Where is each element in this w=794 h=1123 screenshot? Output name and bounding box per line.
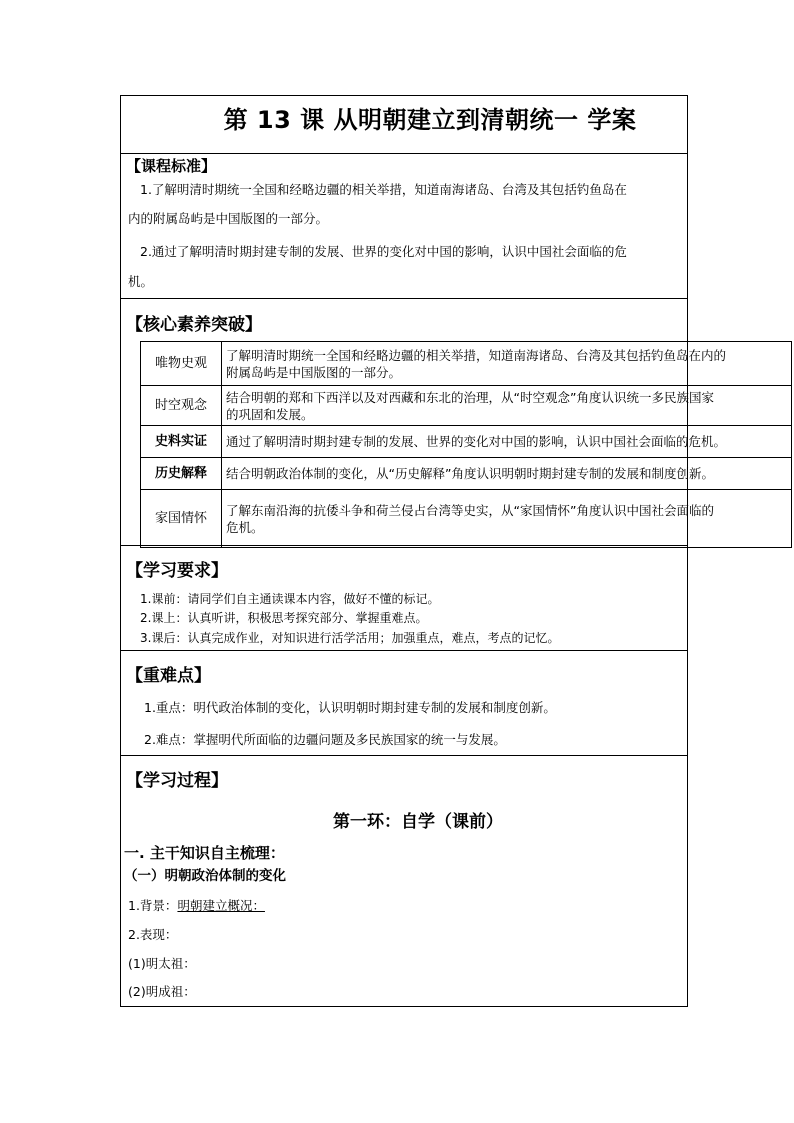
divider	[120, 298, 688, 299]
table-key-cell: 家国情怀	[141, 490, 222, 548]
key-point-item: 2.难点：掌握明代所面临的边疆问题及多民族国家的统一与发展。	[144, 732, 506, 747]
key-point-item: 1.重点：明代政治体制的变化，认识明朝时期封建专制的发展和制度创新。	[144, 700, 556, 715]
table-key-cell: 时空观念	[141, 386, 222, 426]
subheading: 一. 主干知识自主梳理：	[124, 844, 285, 862]
table-key-cell: 史料实证	[141, 426, 222, 458]
table-value-cell: 结合明朝政治体制的变化，从“历史解释”角度认识明朝时期封建专制的发展和制度创新。	[222, 458, 792, 490]
table-value-cell	[222, 386, 792, 426]
requirement-item: 3.课后：认真完成作业，对知识进行活学活用；加强重点，难点，考点的记忆。	[140, 631, 560, 645]
cell-line: 危机。	[226, 519, 264, 535]
table-value-cell: 通过了解明清时期封建专制的发展、世界的变化对中国的影响，认识中国社会面临的危机。	[222, 426, 792, 458]
page-title: 第 13 课 从明朝建立到清朝统一 学案	[223, 106, 637, 134]
requirement-item: 2.课上：认真听讲，积极思考探究部分、掌握重难点。	[140, 611, 428, 625]
cell-line: 附属岛屿是中国版图的一部分。	[226, 364, 402, 380]
subheading: （一）明朝政治体制的变化	[124, 868, 286, 884]
section-heading-curriculum: 【课程标准】	[126, 157, 217, 175]
table-row	[141, 342, 792, 386]
curriculum-text: 1.了解明清时期统一全国和经略边疆的相关举措，知道南海诸岛、台湾及其包括钓鱼岛在	[140, 182, 627, 197]
table-row	[141, 426, 792, 458]
table-key-cell: 历史解释	[141, 458, 222, 490]
table-row	[141, 386, 792, 426]
table-value-cell	[222, 342, 792, 386]
emperor-line: (2)明成祖：	[128, 984, 196, 999]
background-line	[128, 896, 265, 914]
cell-line: 的巩固和发展。	[226, 406, 314, 422]
table-row	[141, 490, 792, 548]
emperor-line: (1)明太祖：	[128, 956, 196, 971]
background-blank: 明朝建立概况：	[177, 898, 265, 913]
section-heading-study-requirements: 【学习要求】	[126, 561, 228, 581]
core-literacy-table	[140, 341, 792, 548]
table-key-cell: 唯物史观	[141, 342, 222, 386]
curriculum-text: 机。	[128, 274, 154, 289]
cell-line: 了解明清时期统一全国和经略边疆的相关举措，知道南海诸岛、台湾及其包括钓鱼岛在内的	[226, 347, 727, 363]
section-heading-key-points: 【重难点】	[126, 666, 211, 686]
section-heading-learning-process: 【学习过程】	[126, 771, 228, 791]
section-heading-core-literacy: 【核心素养突破】	[126, 315, 262, 335]
stage-heading: 第一环：自学（课前）	[333, 812, 503, 832]
table-value-cell	[222, 490, 792, 548]
cell-line: 了解东南沿海的抗倭斗争和荷兰侵占台湾等史实，从“家国情怀”角度认识中国社会面临的	[226, 502, 714, 518]
background-label: 1.背景：	[128, 898, 178, 913]
cell-line: 结合明朝的郑和下西洋以及对西藏和东北的治理，从“时空观念”角度认识统一多民族国家	[226, 389, 714, 405]
divider	[120, 755, 688, 756]
requirement-item: 1.课前：请同学们自主通读课本内容，做好不懂的标记。	[140, 592, 440, 606]
curriculum-text: 2.通过了解明清时期封建专制的发展、世界的变化对中国的影响，认识中国社会面临的危	[140, 244, 627, 259]
performance-line: 2.表现：	[128, 927, 178, 942]
divider	[120, 153, 688, 154]
divider	[120, 650, 688, 651]
table-row	[141, 458, 792, 490]
curriculum-text: 内的附属岛屿是中国版图的一部分。	[128, 211, 329, 226]
